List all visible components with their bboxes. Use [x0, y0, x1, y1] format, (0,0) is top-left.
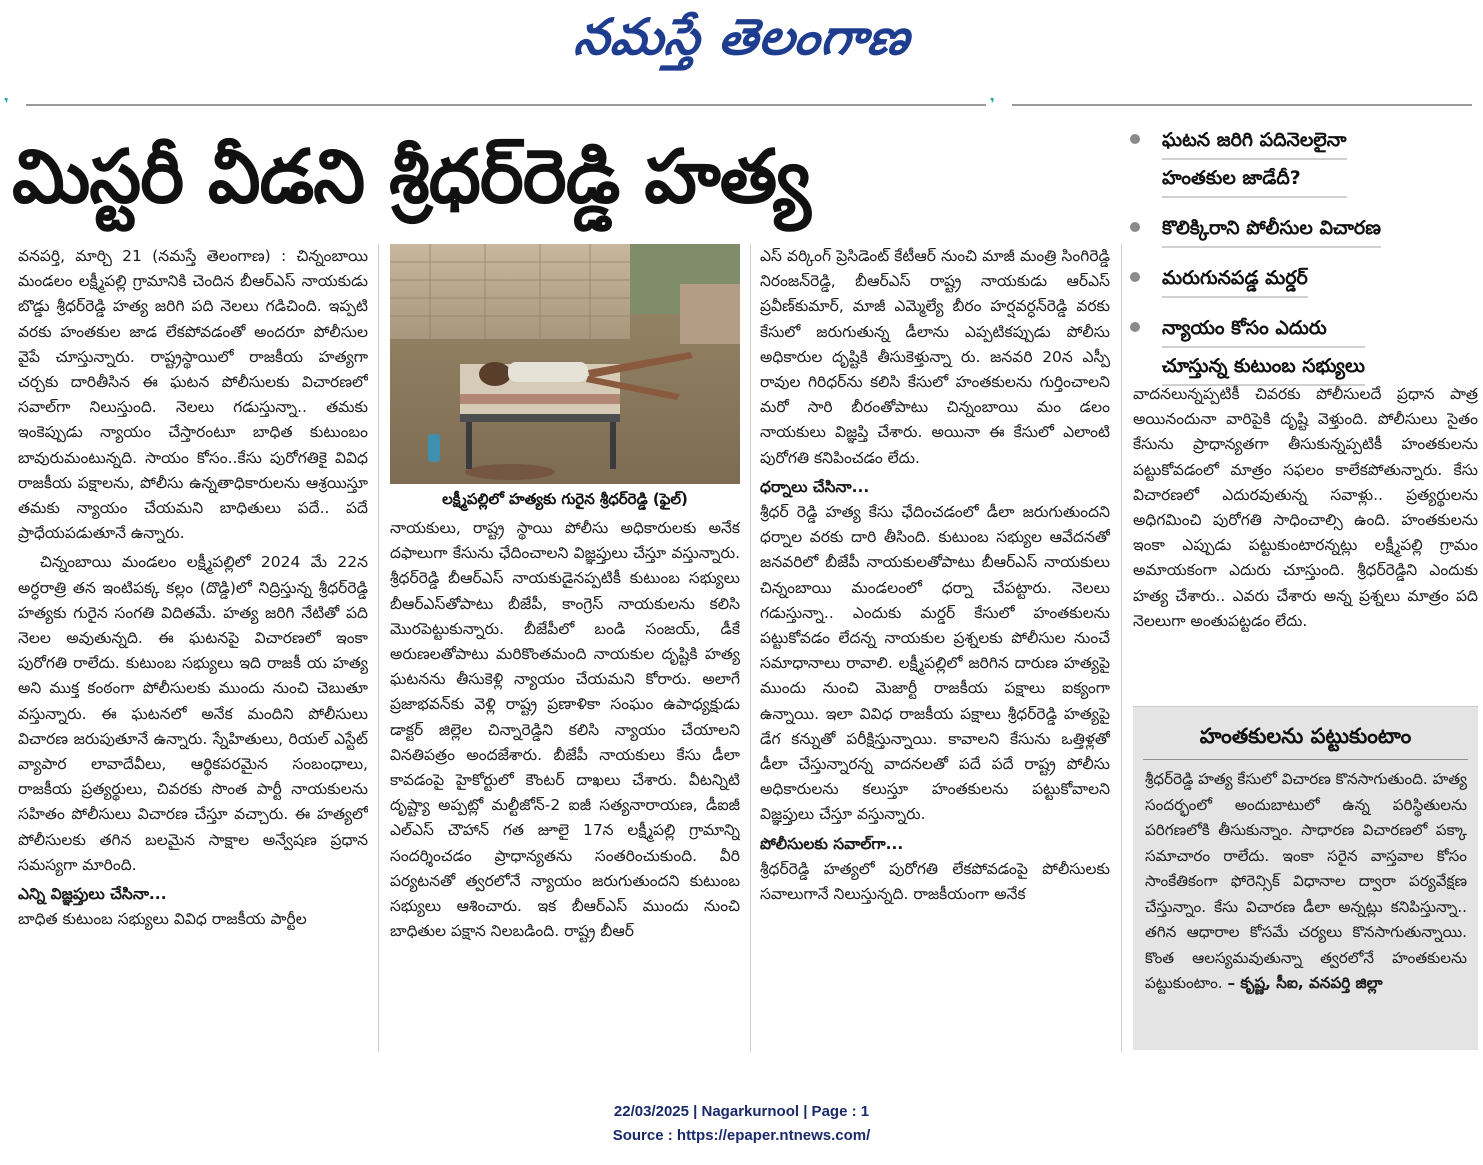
bullet-line: చూస్తున్న కుటుంబ సభ్యులు	[1162, 348, 1365, 386]
newspaper-logo: నమస్తే తెలంగాణ	[571, 7, 914, 66]
masthead	[0, 8, 1483, 78]
bullet-item	[1130, 260, 1475, 298]
quote-text: శ్రీధర్‌రెడ్డి హత్య కేసులో విచారణ కొనసాగుతుంది. హత్య సందర్భంలో అందుబాటులో ఉన్న పరిస్థితులను పరిగణలోకి తీసుకున్నాం. సాధారణ విచారణలో పక్కా సమాచారం రాలేదు. ఇంకా సరైన వాస్తవాల కోసం సాంకేతికంగా ఫోరెన్సిక్ విధానాల ద్వారా పర్యవేక్షణ చేస్తున్నాం. కేసు విచారణ డీలా అన్నట్లు కనిపిస్తున్నా.. తగిన ఆధారాల కోసమే చర్యలు కొనసాగుతున్నాయి. కొంత ఆలస్యమవుతున్నా త్వరలోనే హంతకులను పట్టుకుంటాం.	[1145, 770, 1467, 992]
source-link[interactable]: Source : https://epaper.ntnews.com/	[612, 1127, 871, 1144]
highlight-bullets	[1130, 122, 1475, 398]
article-paragraph: బాధిత కుటుంబ సభ్యులు వివిధ రాజకీయ పార్టీల	[18, 910, 307, 929]
bullet-dot-icon	[1130, 322, 1140, 332]
bullet-line: న్యాయం కోసం ఎదురు	[1162, 310, 1365, 348]
bullet-item	[1130, 122, 1475, 198]
bullet-line: మరుగునపడ్డ మర్డర్	[1162, 260, 1308, 298]
bullet-line: కొలిక్కిరాని పోలీసుల విచారణ	[1162, 210, 1381, 248]
page-footer	[0, 1100, 1483, 1148]
bullet-dot-icon	[1130, 222, 1140, 232]
article-column-4	[1133, 382, 1478, 692]
article-column-3	[760, 244, 1110, 1064]
article-paragraph: చిన్నంబాయి మండలం లక్ష్మీపల్లిలో 2024 మే 22న అర్ధరాత్రి తన ఇంటిపక్క కల్లం (దొడ్డి)లో నిద్రిస్తున్న శ్రీధర్‌రెడ్డి హత్యకు గురైన సంగతి విదితమే. హత్య జరిగి నేటితో పది నెలల అవుతున్నది. ఈ ఘటనపై విచారణలో ఇంకా పురోగతి రాలేదు. కుటుంబ సభ్యులు ఇది రాజకీ య హత్య అని ముక్త కంఠంగా పోలీసులకు ముందు నుంచి చెబుతూ వస్తున్నారు. ఈ ఘటనలో అనేక మందిని పోలీసులు విచారణ జరుపుతూనే ఉన్నారు. స్నేహితులు, రియల్ ఎస్టేట్ వ్యాపార లావాదేవీలు, ఆర్థికపరమైన సంబంధాలు, రాజకీయ ప్రత్యర్థులు, చివరకు సొంత పార్టీ నాయకులను సహితం పోలీసులు విచారణ చేస్తూ వచ్చారు. ఈ హత్యలో పోలీసులకు తగిన బలమైన సాక్షాల అన్వేషణ ప్రధాన సమస్యగా మారింది.	[18, 553, 368, 874]
quote-signature: – కృష్ణ, సీఐ, వనపర్తి జిల్లా	[1227, 974, 1383, 992]
headline: మిస్టరీ వీడని శ్రీధర్‌రెడ్డి హత్య	[12, 134, 810, 220]
rule-ornament-icon: ❜	[990, 96, 995, 112]
column-divider	[378, 244, 379, 1052]
article-paragraph: శ్రీధర్ రెడ్డి హత్య కేసు ఛేదించడంలో డీలా జరుగుతుందని ధర్నాల వరకు దారి తీసింది. కుటుంబ సభ్యుల ఆవేదనతో జనవరిలో బీజేపీ నాయకులతోపాటు బీఆర్‌ఎస్ నాయకులు చిన్నంబాయి మండలంలో ధర్నా చేపట్టారు. నెలలు గడుస్తున్నా.. ఎందుకు మర్డర్ కేసులో హంతకులను పట్టుకోవడం లేదన్న నాయకుల ప్రశ్నలకు పోలీసుల నుంచే సమాధానాలు రావాలి. లక్ష్మీపల్లిలో జరిగిన దారుణ హత్యపై ముందు నుంచి మెజార్టీ రాజకీయ పక్షాలు ఐక్యంగా ఉన్నాయి. ఇలా వివిధ రాజకీయ పక్షాలు శ్రీధర్‌రెడ్డి హత్యపై డేగ కన్నుతో పరీక్షిస్తున్నాయి. కావాలని కేసును ఒత్తిళ్లతో డీలా చేస్తున్నారన్న వాదనలతో పదే పదే రాష్ట్ర పోలీసు అధికారులను కలుస్తూ హంతకులను పట్టుకోవాలని విజ్ఞప్తులు చేస్తూ వస్తున్నారు.	[760, 503, 1110, 824]
article-paragraph: వనపర్తి, మార్చి 21 (నమస్తే తెలంగాణ) : చిన్నంబాయి మండలం లక్ష్మీపల్లి గ్రామానికి చెందిన బీఆర్‌ఎస్ నాయకుడు బొడ్డు శ్రీధర్‌రెడ్డి హత్య జరిగి పది నెలలు గడిచింది. ఇప్పటి వరకు హంతకుల జాడ లేకపోవడంతో అందరూ పోలీసుల వైపే చూస్తున్నారు. రాష్ట్రస్థాయిలో రాజకీయ హత్యగా చర్చకు దారితీసిన ఈ ఘటన పోలీసులకు విచారణలో సవాల్‌గా నిలుస్తుంది. నెలలు గడుస్తున్నా.. తమకు ఇంకెప్పుడు న్యాయం చేస్తారంటూ బాధిత కుటుంబం బావురుమంటున్నది. సాయం కోసం..కేసు పురోగతికై వివిధ రాజకీయ పక్షాలను, పోలీసు ఉన్నతాధికారులను ఆశ్రయిస్తూ తమకు న్యాయం చేయమని బాధితులు పదే.. పదే ప్రాధేయపడుతూనే ఉన్నారు.	[18, 247, 368, 543]
top-divider-right	[1012, 104, 1472, 106]
photo-caption: లక్ష్మీపల్లిలో హత్యకు గురైన శ్రీధర్‌రెడ్డి (ఫైల్)	[442, 490, 688, 508]
column-divider	[750, 244, 751, 1052]
bullet-item	[1130, 210, 1475, 248]
quote-box-divider	[1143, 759, 1468, 760]
crime-scene-photo	[390, 244, 740, 484]
quote-box-title: హంతకులను పట్టుకుంటాం	[1199, 724, 1412, 748]
article-column-1	[18, 244, 368, 1064]
bullet-line: ఘటన జరిగి పదినెలలైనా	[1162, 122, 1347, 160]
bullet-dot-icon	[1130, 272, 1140, 282]
subheading: ఎన్ని విజ్ఞప్తులు చేసినా...	[18, 885, 167, 904]
edition-info: 22/03/2025 | Nagarkurnool | Page : 1	[613, 1103, 870, 1120]
article-column-2	[390, 516, 740, 1064]
article-paragraph: వాదనలున్నప్పటికీ చివరకు పోలీసులదే ప్రధాన పాత్ర అయినందునా వారిపైకి దృష్టి వెళ్తుంది. పోలీసులు సైతం కేసును ప్రాధాన్యతగా తీసుకున్నప్పటికీ హంతకులను పట్టుకోవడంలో మాత్రం సఫలం కాలేకపోతున్నారు. కేసు విచారణలో ఎదురవుతున్న సవాళ్లు.. ప్రత్యర్థులను అధిగమించి పురోగతి సాధించాల్సి ఉంది. హంతకులను ఇంకా ఎప్పుడు పట్టుకుంటారన్నట్లు లక్ష్మీపల్లి గ్రామం అమాయకంగా ఎదురు చూస్తుంది. శ్రీధర్‌రెడ్డిని ఎందుకు హత్య చేశారు.. ఎవరు చేశారు అన్న ప్రశ్నలు మాత్రం పది నెలలుగా అంతుపట్టడం లేదు.	[1133, 385, 1478, 630]
article-paragraph: ఎస్ వర్కింగ్ ప్రెసిడెంట్ కేటీఆర్ నుంచి మాజీ మంత్రి సింగిరెడ్డి నిరంజన్‌రెడ్డి, బీఆర్‌ఎస్ రాష్ట్ర నాయకుడు ఆర్‌ఎస్ ప్రవీణ్‌కుమార్, మాజీ ఎమ్మెల్యే బీరం హర్షవర్ధన్‌రెడ్డి వరకు కేసులో జరుగుతున్న డీలాను ఎప్పటికప్పుడు పోలీసు అధికారుల దృష్టికి తీసుకెళ్తున్నా రు. జనవరి 20న ఎస్పీ రావుల గిరిధర్‌ను కలిసి కేసులో హంతకులను గుర్తించాలని మరో సారి బీరంతోపాటు చిన్నంబాయి మం డలం నాయకులు విజ్ఞప్తి చేశారు. అయినా ఈ కేసులో ఎలాంటి పురోగతి కనిపించడం లేదు.	[760, 247, 1110, 467]
subheading: ధర్నాలు చేసినా...	[760, 477, 870, 496]
subheading: పోలీసులకు సవాల్‌గా...	[760, 834, 904, 853]
bullet-dot-icon	[1130, 134, 1140, 144]
bullet-item	[1130, 310, 1475, 386]
top-divider-left	[26, 104, 986, 106]
article-paragraph: శ్రీధర్‌రెడ్డి హత్యలో పురోగతి లేకపోవడంపై పోలీసులకు సవాలుగానే నిలుస్తున్నది. రాజకీయంగా అనేక	[760, 859, 1110, 904]
news-photo	[390, 244, 740, 484]
rule-ornament-icon: ❜	[4, 96, 9, 112]
article-paragraph: నాయకులు, రాష్ట్ర స్థాయి పోలీసు అధికారులకు అనేక దఫాలుగా కేసును ఛేదించాలని విజ్ఞప్తులు చేస్తూ వస్తున్నారు. శ్రీధర్‌రెడ్డి బీఆర్‌ఎస్ నాయకుడైనప్పటికీ కుటుంబ సభ్యులు బీఆర్‌ఎస్‌తోపాటు బీజేపీ, కాంగ్రెస్ నాయకులను కలిసి మొరపెట్టుకున్నారు. బీజేపీలో బండి సంజయ్, డీకే అరుణలతోపాటు మరికొంతమంది నాయకుల దృష్టికి హత్య ఘటనను తీసుకెళ్లి న్యాయం చేయమని కోరారు. అలాగే ప్రజాభవన్‌కు వెళ్లి రాష్ట్ర ప్రణాళికా సంఘం ఉపాధ్యక్షుడు డాక్టర్ జిల్లెల చిన్నారెడ్డిని కలిసి న్యాయం చేయాలని వినతిపత్రం అందజేశారు. బీజేపీ నాయకులు కేసు డీలా కావడంపై హైకోర్టులో కౌంటర్ దాఖలు చేశారు. వీటన్నిటి దృష్ట్యా అప్పట్లో మల్టీజోన్-2 ఐజీ సత్యనారాయణ, డీఐజీ ఎల్‌ఎస్ చౌహాన్ గత జూలై 17న లక్ష్మీపల్లి గ్రామాన్ని సందర్శించడం ప్రాధాన్యతను సంతరించుకుంది. వీరి పర్యటనతో త్వరలోనే న్యాయం జరుగుతుందని కుటుంబ సభ్యులు ఆశించారు. ఇక బీఆర్‌ఎస్ ముందు నుంచి బాధితుల పక్షాన నిలబడింది. రాష్ట్ర బీఆర్	[390, 519, 740, 941]
column-divider	[1121, 244, 1122, 1052]
official-quote-box	[1133, 706, 1478, 1050]
bullet-line: హంతకుల జాడేదీ?	[1162, 160, 1347, 198]
quote-box-body	[1145, 767, 1467, 1047]
